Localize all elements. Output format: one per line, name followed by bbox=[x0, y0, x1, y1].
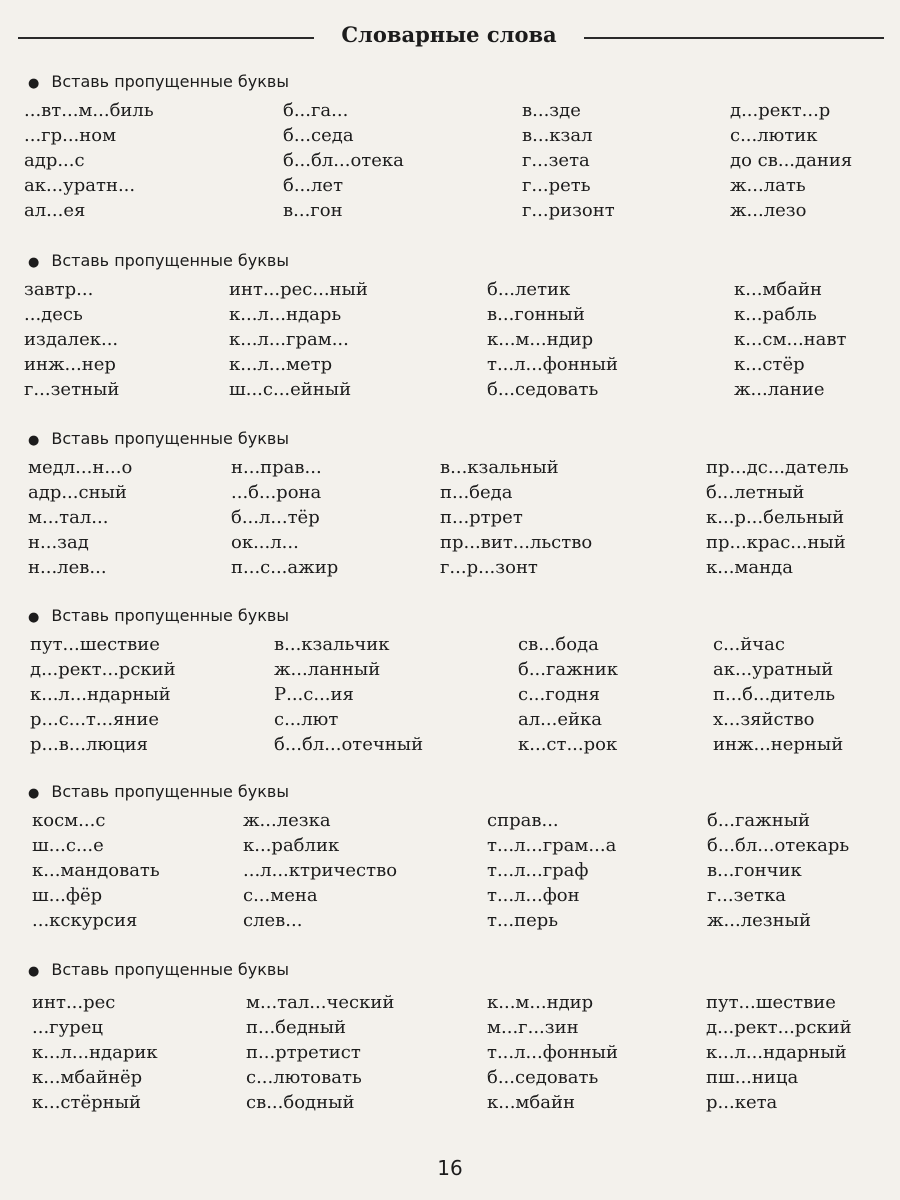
word: ак...уратный bbox=[713, 659, 834, 680]
word: к...мбайнёр bbox=[32, 1067, 143, 1088]
word: к...л...метр bbox=[229, 354, 333, 375]
word: ж...лезный bbox=[707, 910, 811, 931]
word-column-3 bbox=[487, 808, 616, 933]
word: д...рект...рский bbox=[706, 1017, 852, 1038]
word: п...беда bbox=[440, 482, 513, 503]
word: к...л...грам... bbox=[229, 329, 349, 350]
word: к...раблик bbox=[243, 835, 340, 856]
word-column-4 bbox=[707, 808, 849, 933]
word: к...манда bbox=[706, 557, 793, 578]
word: с...мена bbox=[243, 885, 318, 906]
word: пр...дс...датель bbox=[706, 457, 849, 478]
word: ...б...рона bbox=[231, 482, 322, 503]
exercise-3 bbox=[0, 429, 900, 599]
word: б...л...тёр bbox=[231, 507, 320, 528]
word: х...зяйство bbox=[713, 709, 815, 730]
word: ж...лезка bbox=[243, 810, 331, 831]
word: к...л...ндарь bbox=[229, 304, 342, 325]
word-column-2 bbox=[243, 808, 397, 933]
word: б...бл...отека bbox=[283, 150, 404, 171]
word-column-4 bbox=[734, 277, 846, 402]
word: косм...с bbox=[32, 810, 106, 831]
word: с...лютик bbox=[730, 125, 818, 146]
word: м...тал...ческий bbox=[246, 992, 395, 1013]
page-header bbox=[0, 22, 900, 52]
instruction: ● Вставь пропущенные буквы bbox=[28, 782, 289, 801]
word: т...л...грам...а bbox=[487, 835, 617, 856]
word: г...р...зонт bbox=[440, 557, 538, 578]
exercise-6 bbox=[0, 960, 900, 1130]
word: инж...нерный bbox=[713, 734, 844, 755]
header-rule-right bbox=[584, 37, 884, 39]
word: б...летик bbox=[487, 279, 571, 300]
word: ш...фёр bbox=[32, 885, 103, 906]
word: б...бл...отекарь bbox=[707, 835, 850, 856]
word: в...зде bbox=[522, 100, 581, 121]
word: слев... bbox=[243, 910, 303, 931]
word: б...седовать bbox=[487, 1067, 599, 1088]
page-number: 16 bbox=[437, 1156, 463, 1180]
word-column-1 bbox=[32, 808, 160, 933]
word: к...м...ндир bbox=[487, 329, 594, 350]
bullet-icon: ● bbox=[28, 433, 40, 448]
exercise-1 bbox=[0, 72, 900, 242]
page-title: Словарные слова bbox=[341, 22, 557, 47]
exercise-5 bbox=[0, 782, 900, 952]
word-column-1 bbox=[24, 98, 154, 223]
word: с...лютовать bbox=[246, 1067, 362, 1088]
word: ...л...ктричество bbox=[243, 860, 398, 881]
word: к...стёр bbox=[734, 354, 805, 375]
word: ок...л... bbox=[231, 532, 299, 553]
word: ак...уратн... bbox=[24, 175, 136, 196]
word-column-1 bbox=[28, 455, 132, 580]
word: б...лет bbox=[283, 175, 344, 196]
word: т...л...фон bbox=[487, 885, 580, 906]
header-rule-left bbox=[18, 37, 314, 39]
word-column-1 bbox=[32, 990, 158, 1115]
word: б...бл...отечный bbox=[274, 734, 424, 755]
word-column-3 bbox=[518, 632, 618, 757]
word: в...кзал bbox=[522, 125, 593, 146]
word: к...мбайн bbox=[487, 1092, 575, 1113]
word: инт...рес bbox=[32, 992, 116, 1013]
word: пут...шествие bbox=[706, 992, 836, 1013]
word: пр...вит...льство bbox=[440, 532, 593, 553]
word: св...бодный bbox=[246, 1092, 355, 1113]
word-column-4 bbox=[706, 990, 852, 1115]
bullet-icon: ● bbox=[28, 786, 40, 801]
word: к...стёрный bbox=[32, 1092, 141, 1113]
word: к...мандовать bbox=[32, 860, 160, 881]
word-column-1 bbox=[24, 277, 119, 402]
word-column-2 bbox=[246, 990, 394, 1115]
word-column-3 bbox=[487, 990, 618, 1115]
word: адр...сный bbox=[28, 482, 127, 503]
word: ж...ланный bbox=[274, 659, 381, 680]
word: ал...ея bbox=[24, 200, 86, 221]
word: б...гажный bbox=[707, 810, 811, 831]
bullet-icon: ● bbox=[28, 76, 40, 91]
word: г...зетный bbox=[24, 379, 120, 400]
word: в...гончик bbox=[707, 860, 802, 881]
word: г...ризонт bbox=[522, 200, 615, 221]
word: справ... bbox=[487, 810, 559, 831]
instruction: ● Вставь пропущенные буквы bbox=[28, 251, 289, 270]
word-column-4 bbox=[713, 632, 843, 757]
word: г...зета bbox=[522, 150, 590, 171]
word: в...гонный bbox=[487, 304, 585, 325]
word: т...л...граф bbox=[487, 860, 589, 881]
word: б...седа bbox=[283, 125, 354, 146]
word: б...гажник bbox=[518, 659, 618, 680]
word: ал...ейка bbox=[518, 709, 602, 730]
word: медл...н...о bbox=[28, 457, 133, 478]
word: ...вт...м...биль bbox=[24, 100, 154, 121]
word-column-1 bbox=[30, 632, 176, 757]
word: ж...лать bbox=[730, 175, 806, 196]
word: к...см...навт bbox=[734, 329, 847, 350]
word: р...с...т...яние bbox=[30, 709, 160, 730]
word: св...бода bbox=[518, 634, 599, 655]
word: н...зад bbox=[28, 532, 89, 553]
instruction: ● Вставь пропущенные буквы bbox=[28, 606, 289, 625]
word: до св...дания bbox=[730, 150, 853, 171]
word: с...лют bbox=[274, 709, 339, 730]
word: р...кета bbox=[706, 1092, 778, 1113]
word: ...гурец bbox=[32, 1017, 103, 1038]
word: Р...с...ия bbox=[274, 684, 354, 705]
word: ж...лезо bbox=[730, 200, 807, 221]
word: ...гр...ном bbox=[24, 125, 117, 146]
word: в...гон bbox=[283, 200, 343, 221]
bullet-icon: ● bbox=[28, 255, 40, 270]
word: к...ст...рок bbox=[518, 734, 618, 755]
word-column-3 bbox=[440, 455, 592, 580]
word: к...мбайн bbox=[734, 279, 822, 300]
word: д...рект...р bbox=[730, 100, 831, 121]
word: д...рект...рский bbox=[30, 659, 176, 680]
word-column-2 bbox=[231, 455, 338, 580]
word: к...р...бельный bbox=[706, 507, 845, 528]
word: к...л...ндарный bbox=[30, 684, 171, 705]
word: т...л...фонный bbox=[487, 1042, 618, 1063]
word: инт...рес...ный bbox=[229, 279, 368, 300]
word-column-4 bbox=[706, 455, 849, 580]
word: издалек... bbox=[24, 329, 119, 350]
word: м...тал... bbox=[28, 507, 109, 528]
word: ш...с...е bbox=[32, 835, 104, 856]
word: н...лев... bbox=[28, 557, 107, 578]
word: п...с...ажир bbox=[231, 557, 339, 578]
word: ж...лание bbox=[734, 379, 825, 400]
word: м...г...зин bbox=[487, 1017, 579, 1038]
word: к...м...ндир bbox=[487, 992, 594, 1013]
word: завтр... bbox=[24, 279, 94, 300]
word: к...л...ндарный bbox=[706, 1042, 847, 1063]
word: г...реть bbox=[522, 175, 591, 196]
bullet-icon: ● bbox=[28, 610, 40, 625]
word: н...прав... bbox=[231, 457, 322, 478]
word-column-2 bbox=[283, 98, 404, 223]
word: р...в...люция bbox=[30, 734, 149, 755]
word: б...седовать bbox=[487, 379, 599, 400]
word: в...кзальный bbox=[440, 457, 559, 478]
word-column-2 bbox=[274, 632, 423, 757]
word: г...зетка bbox=[707, 885, 787, 906]
word: в...кзальчик bbox=[274, 634, 390, 655]
instruction: ● Вставь пропущенные буквы bbox=[28, 72, 289, 91]
word: к...л...ндарик bbox=[32, 1042, 158, 1063]
word: т...перь bbox=[487, 910, 559, 931]
word-column-2 bbox=[229, 277, 368, 402]
word: б...га... bbox=[283, 100, 349, 121]
word: инж...нер bbox=[24, 354, 116, 375]
exercise-4 bbox=[0, 606, 900, 776]
instruction: ● Вставь пропущенные буквы bbox=[28, 960, 289, 979]
word: пш...ница bbox=[706, 1067, 799, 1088]
word: с...йчас bbox=[713, 634, 785, 655]
word: п...бедный bbox=[246, 1017, 347, 1038]
exercise-2 bbox=[0, 251, 900, 421]
instruction: ● Вставь пропущенные буквы bbox=[28, 429, 289, 448]
word: п...ртретист bbox=[246, 1042, 361, 1063]
word: к...рабль bbox=[734, 304, 817, 325]
word-column-4 bbox=[730, 98, 852, 223]
bullet-icon: ● bbox=[28, 964, 40, 979]
word: ...кскурсия bbox=[32, 910, 138, 931]
word: ...десь bbox=[24, 304, 83, 325]
word: адр...с bbox=[24, 150, 85, 171]
word: с...годня bbox=[518, 684, 600, 705]
word-column-3 bbox=[487, 277, 618, 402]
word: т...л...фонный bbox=[487, 354, 618, 375]
word: б...летный bbox=[706, 482, 805, 503]
word-column-3 bbox=[522, 98, 615, 223]
word: пр...крас...ный bbox=[706, 532, 846, 553]
word: пут...шествие bbox=[30, 634, 160, 655]
word: п...б...дитель bbox=[713, 684, 836, 705]
word: ш...с...ейный bbox=[229, 379, 352, 400]
word: п...ртрет bbox=[440, 507, 523, 528]
